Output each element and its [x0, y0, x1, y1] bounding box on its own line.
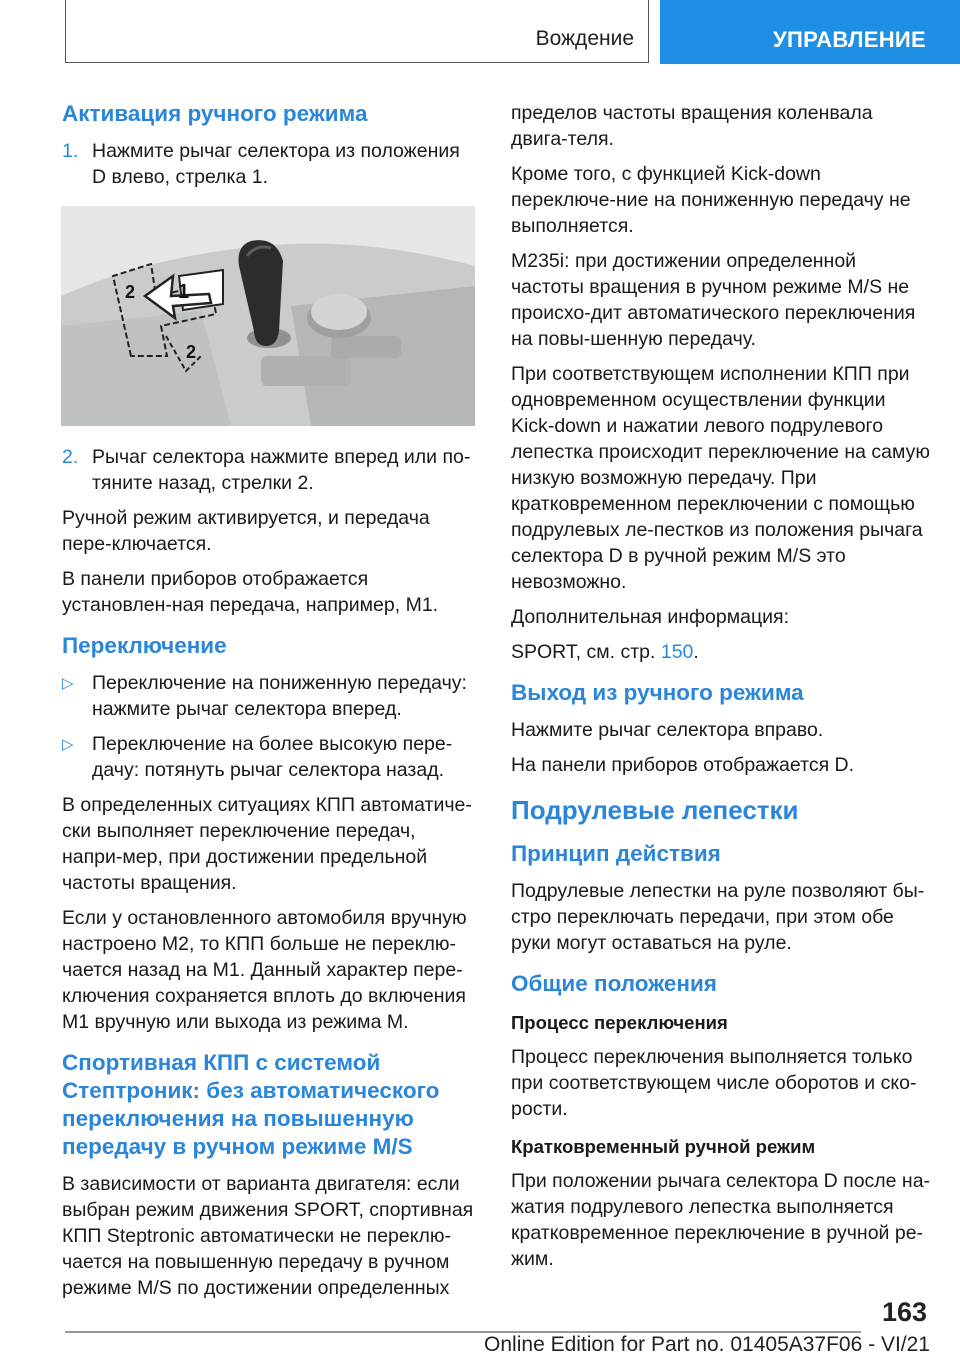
paragraph-sport: В зависимости от варианта двигателя: если выбран режим движения SPORT, спортивная КПП Steptronic автоматически не переклю-чается на повышенную передачу в ручном режиме M/S по достижении определенных	[62, 1173, 474, 1299]
bullet-downshift	[62, 670, 478, 722]
heading-sport-steptronic: Спортивная КПП с системой Стептроник: без автоматического переключения на повышенную передачу в ручном режиме M/S	[62, 1050, 440, 1159]
step-number: 2.	[62, 446, 79, 468]
paragraph-short-manual: При положении рычага селектора D после на-жатия подрулевого лепестка выполняется кратковременное переключение в ручной ре-жим.	[511, 1170, 931, 1270]
arrow-label-1: 1	[178, 281, 190, 303]
footer-edition: Online Edition for Part no. 01405A37F06 - VI/21	[484, 1333, 930, 1356]
bullet-text: Переключение на более высокую пере-дачу: потянуть рычаг селектора назад.	[92, 733, 453, 781]
subheading-short-manual: Кратковременный ручной режим	[511, 1136, 816, 1157]
paragraph-sport-reference	[511, 639, 931, 665]
header-section-title: Вождение	[535, 27, 634, 50]
paragraph-exit-1: Нажмите рычаг селектора вправо.	[511, 719, 824, 741]
paragraph-m235i: M235i: при достижении определенной частоты вращения в ручном режиме M/S не происхо-дит автоматического переключения на повы-шенную передачу.	[511, 250, 916, 350]
heading-activate-manual: Активация ручного режима	[62, 101, 368, 126]
sport-ref-text: SPORT, см. стр.	[511, 641, 661, 663]
step-number: 1.	[62, 140, 79, 162]
bullet-triangle-icon: ▷	[62, 675, 74, 692]
paragraph-m2: Если у остановленного автомобиля вручную настроено M2, то КПП больше не переклю-чается назад на M1. Данный характер пере-ключения сохраняется вплоть до включения M1 вручную или выхода из режима M.	[62, 907, 467, 1033]
bullet-triangle-icon: ▷	[62, 736, 74, 753]
arrow-label-2-bottom: 2	[186, 342, 197, 362]
step-text: Нажмите рычаг селектора из положения D влево, стрелка 1.	[92, 140, 460, 188]
gear-selector-illustration	[61, 206, 475, 426]
paragraph-manual-activated: Ручной режим активируется, и передача пере-ключается.	[62, 507, 430, 555]
header-section-box	[65, 0, 649, 63]
step-2	[62, 444, 478, 496]
page-number: 163	[881, 1297, 927, 1327]
bullet-upshift	[62, 731, 478, 783]
paragraph-kickdown: Кроме того, с функцией Kick-down переключе-ние на пониженную передачу не выполняется.	[511, 163, 911, 237]
paragraph-exit-2: На панели приборов отображается D.	[511, 754, 855, 776]
page-link-150[interactable]: 150	[660, 641, 694, 663]
heading-principle: Принцип действия	[511, 841, 721, 866]
heading-general: Общие положения	[511, 971, 717, 996]
bullet-text: Переключение на пониженную передачу: нажмите рычаг селектора вперед.	[92, 672, 467, 720]
heading-paddles: Подрулевые лепестки	[511, 795, 799, 825]
arrow-label-2-top: 2	[125, 282, 136, 302]
step-1	[62, 138, 478, 190]
header-chapter-box	[660, 0, 960, 64]
header-chapter-title: УПРАВЛЕНИЕ	[773, 27, 926, 52]
paragraph-continued: пределов частоты вращения коленвала двига-теля.	[511, 102, 873, 150]
paragraph-equipment: При соответствующем исполнении КПП при одновременном осуществлении функции Kick-down и нажатии левого подрулевого лепестка происходит переключение на самую низкую возможную передачу. При кратковременном переключении с помощью подрулевых ле-пестков из положения рычага селектора D в ручной режим M/S это невозможно.	[511, 363, 930, 593]
heading-exit-manual: Выход из ручного режима	[511, 680, 804, 705]
paragraph-auto-shift: В определенных ситуациях КПП автоматиче-ски выполняет переключение передач, напри-мер, при достижении предельной частоты вращения.	[62, 794, 472, 894]
paragraph-process: Процесс переключения выполняется только при соответствующем числе оборотов и ско-рости.	[511, 1046, 917, 1120]
subheading-process: Процесс переключения	[511, 1012, 728, 1033]
gear-selector-photo	[61, 206, 475, 426]
right-column	[511, 100, 931, 1281]
paragraph-gear-display: В панели приборов отображается установлен-ная передача, например, M1.	[62, 568, 439, 616]
sport-ref-end: .	[693, 641, 699, 663]
paragraph-principle: Подрулевые лепестки на руле позволяют бы-стро переключать передачи, при этом обе руки могут оставаться на руле.	[511, 880, 925, 954]
left-column	[62, 100, 478, 1310]
paragraph-more-info: Дополнительная информация:	[511, 606, 790, 628]
heading-shifting: Переключение	[62, 633, 227, 658]
step-text: Рычаг селектора нажмите вперед или по-тяните назад, стрелки 2.	[92, 446, 471, 494]
